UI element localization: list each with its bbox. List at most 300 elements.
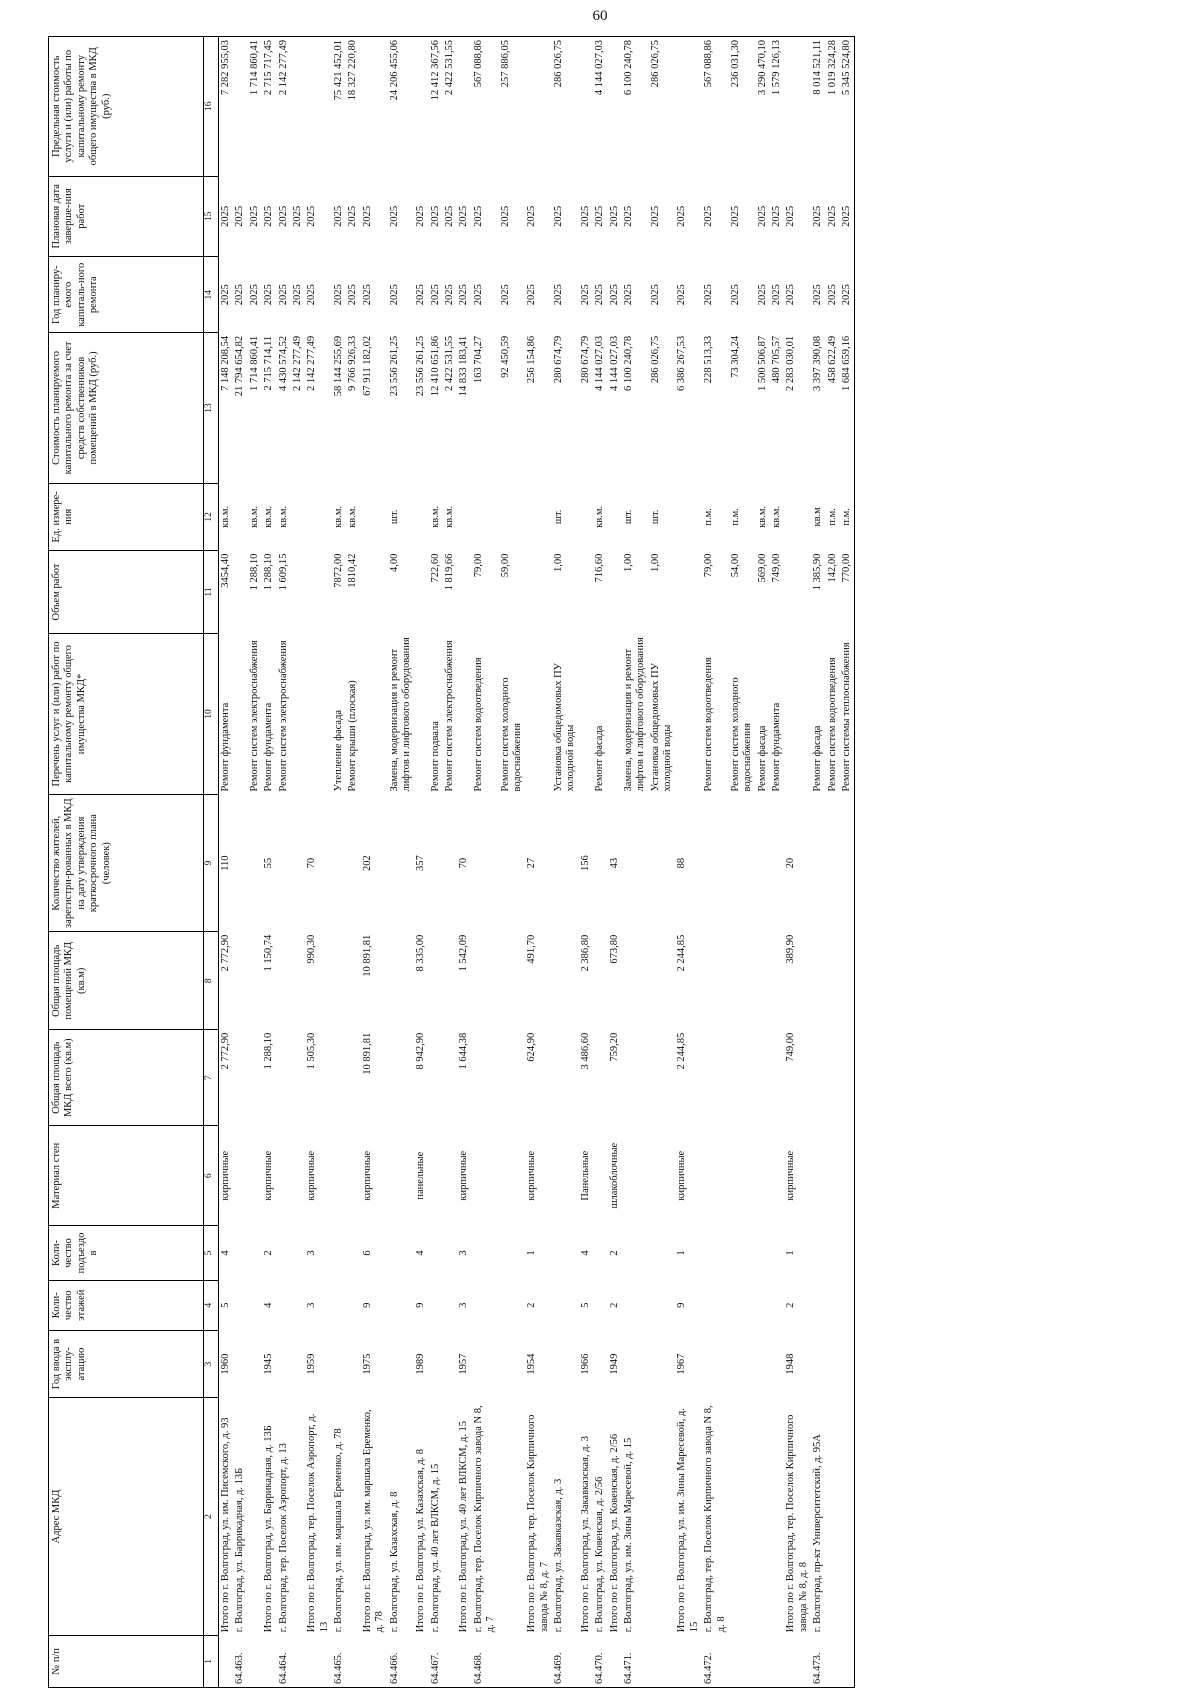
completion-date-cell: 2025 [361,205,373,227]
residents-cell [388,795,415,932]
total-area-cell [826,1030,840,1126]
row-number [579,1635,593,1687]
work-volume-cell: 1,00 [622,553,634,572]
price-limit-cell [457,37,471,177]
work-volume-cell [579,551,593,634]
table-row [443,37,457,1688]
premises-area-cell [291,932,305,1030]
price-limit-cell: 2 142 277,49 [277,37,291,177]
year-built-cell [622,1330,649,1398]
completion-date-cell: 2025 [771,205,782,227]
unit-cell: кв.м [812,507,824,527]
entrances-cell [649,1226,676,1280]
floors-cell: 4 [263,1302,275,1308]
table-row [305,37,332,1688]
row-number [361,1635,388,1687]
wall-material-cell [593,1126,607,1226]
work-volume-cell: 749,00 [771,553,782,583]
unit-cell: кв.м. [429,505,441,528]
unit-cell: шт. [649,509,661,525]
table-row [248,37,262,1688]
year-built-cell [756,1330,770,1398]
repair-year-cell: 2025 [499,284,511,306]
column-number: 8 [204,932,219,1030]
premises-area-cell [702,932,729,1030]
floors-cell: 9 [361,1302,373,1308]
repair-year-cell: 2025 [812,284,824,306]
price-limit-cell: 1 714 860,41 [248,37,262,177]
work-type-cell: Ремонт фасада [756,725,768,792]
work-volume-cell [414,551,428,634]
work-volume-cell: 1,00 [649,553,661,572]
work-type-cell: Ремонт системы теплоснабжения [840,633,855,794]
work-type-cell: Ремонт систем электроснабжения [444,640,455,792]
entrances-cell: 2 [608,1250,620,1256]
unit-cell: кв.м. [756,505,768,528]
wall-material-cell [622,1126,649,1226]
floors-cell: 9 [676,1302,688,1308]
year-built-cell [233,1330,247,1398]
unit-cell: кв.м. [333,505,344,528]
year-built-cell [429,1330,443,1398]
cost-cell: 7 148 208,54 [220,335,231,391]
completion-date-cell: 2025 [676,205,688,227]
total-area-cell [552,1030,579,1126]
table-row [593,37,607,1688]
column-header: № п/п [49,1635,204,1687]
entrances-cell [756,1226,770,1280]
price-limit-cell: 4 144 027,03 [593,37,607,177]
address-cell [826,1398,840,1635]
column-number: 6 [204,1126,219,1226]
address-cell: Итого по г. Волгоград, ул. им. маршала Еременко, д. 78 [361,1409,386,1633]
premises-area-cell [499,932,526,1030]
entrances-cell [277,1226,291,1280]
price-limit-cell [675,37,702,177]
wall-material-cell: Панельные [579,1150,591,1201]
price-limit-cell: 7 282 955,03 [219,37,234,177]
residents-cell [277,795,291,932]
cost-cell: 2 283 030,01 [785,335,797,391]
wall-material-cell [702,1126,729,1226]
completion-date-cell: 2025 [622,205,634,227]
cost-cell: 4 144 027,03 [608,335,620,391]
work-volume-cell: 1 288,10 [248,553,260,591]
table-row [262,37,276,1688]
premises-area-cell: 10 891,81 [361,934,373,977]
row-number: 64.468. [472,1635,499,1687]
cost-cell: 228 513,33 [703,335,715,384]
table-header [49,37,219,1688]
unit-cell [291,483,305,551]
repair-year-cell: 2025 [771,284,782,306]
entrances-cell [443,1226,457,1280]
work-type-cell: Ремонт систем водоотведения [703,657,715,792]
total-area-cell [840,1030,855,1126]
price-limit-cell: 2 422 531,55 [443,37,457,177]
cost-cell: 23 556 261,25 [388,335,400,397]
work-type-cell [233,633,247,794]
wall-material-cell [443,1126,457,1226]
unit-cell [675,483,702,551]
unit-cell: шт. [622,509,634,525]
completion-date-cell: 2025 [812,205,824,227]
premises-area-cell [429,932,443,1030]
row-number [305,1635,332,1687]
completion-date-cell: 2025 [729,205,741,227]
entrances-cell [346,1226,360,1280]
total-area-cell [429,1030,443,1126]
price-limit-cell [233,37,247,177]
work-type-cell: Ремонт систем электроснабжения [277,640,289,792]
floors-cell [332,1280,346,1330]
table-row [649,37,676,1688]
year-built-cell [840,1330,855,1398]
table-row [840,37,855,1688]
completion-date-cell: 2025 [248,205,260,227]
wall-material-cell [332,1126,346,1226]
residents-cell: 110 [220,855,231,871]
year-built-cell: 1966 [579,1353,591,1375]
table-row [675,37,702,1688]
wall-material-cell [429,1126,443,1226]
total-area-cell [770,1030,784,1126]
wall-material-cell [277,1126,291,1226]
column-header: Общая площадь помещений МКД (кв.м) [49,932,204,1030]
entrances-cell [332,1226,346,1280]
floors-cell: 9 [415,1302,427,1308]
work-volume-cell: 79,00 [472,553,484,578]
total-area-cell [332,1030,346,1126]
entrances-cell [248,1226,262,1280]
column-header: Материал стен [49,1126,204,1226]
premises-area-cell [840,932,855,1030]
total-area-cell: 624,90 [526,1032,538,1062]
unit-cell: п.м. [729,508,741,526]
table-row [525,37,552,1688]
residents-cell [233,795,247,932]
premises-area-cell [649,932,676,1030]
year-built-cell [811,1330,825,1398]
repair-year-cell: 2025 [840,257,855,333]
completion-date-cell: 2025 [220,205,231,227]
entrances-cell: 1 [526,1250,538,1256]
total-area-cell [622,1030,649,1126]
premises-area-cell [346,932,360,1030]
cost-cell: 23 556 261,25 [415,335,427,397]
year-built-cell: 1975 [361,1353,373,1375]
total-area-cell [499,1030,526,1126]
completion-date-cell: 2025 [472,205,484,227]
completion-date-cell: 2025 [263,205,275,227]
wall-material-cell: кирпичные [361,1150,373,1201]
year-built-cell [499,1330,526,1398]
address-cell: г. Волгоград, ул. Закавказская, д. 3 [553,1478,564,1633]
column-number: 7 [204,1030,219,1126]
wall-material-cell: панельные [415,1151,427,1200]
wall-material-cell [499,1126,526,1226]
floors-cell [499,1280,526,1330]
column-header: Коли-чество подъездо в [49,1226,204,1280]
price-limit-cell: 567 088,86 [472,37,499,177]
address-cell: Итого по г. Волгоград, ул. Казахская, д. 8 [415,1448,427,1633]
residents-cell: 70 [306,857,318,869]
wall-material-cell [811,1126,825,1226]
residents-cell: 156 [579,855,591,872]
floors-cell: 2 [526,1302,538,1308]
residents-cell [826,795,840,932]
wall-material-cell [729,1126,756,1226]
year-built-cell: 1989 [415,1353,427,1375]
work-volume-cell: 770,00 [840,551,855,634]
table-row [472,37,499,1688]
address-cell [729,1398,756,1635]
completion-date-cell: 2025 [785,205,797,227]
repair-year-cell: 2025 [608,284,620,306]
column-header: Стоимость планируемого капитального ремонта за счет средств собственников помещений в МКД (руб.) [49,333,204,483]
repair-year-cell: 2025 [444,284,455,306]
price-limit-cell: 1 579 126,13 [770,37,784,177]
residents-cell: 43 [608,857,620,869]
wall-material-cell [826,1126,840,1226]
address-cell [291,1398,305,1635]
work-volume-cell [291,551,305,634]
column-number: 3 [204,1330,219,1398]
floors-cell [291,1280,305,1330]
completion-date-cell: 2025 [756,205,768,227]
price-limit-cell: 286 026,75 [649,37,676,177]
completion-date-cell: 2025 [703,205,715,227]
premises-area-cell: 673,80 [608,934,620,964]
floors-cell: 5 [220,1302,231,1308]
entrances-cell: 1 [785,1250,797,1256]
row-number [826,1635,840,1687]
repair-year-cell: 2025 [277,284,289,306]
year-built-cell [552,1330,579,1398]
column-header: Перечень услуг и (или) работ по капитальному ремонту общего имущества МКД* [49,633,204,794]
residents-cell: 88 [676,857,688,869]
cost-cell: 73 304,24 [729,335,741,378]
total-area-cell: 1 288,10 [263,1032,275,1070]
residents-cell [332,795,346,932]
entrances-cell [622,1226,649,1280]
work-type-cell [784,633,811,794]
floors-cell [826,1280,840,1330]
floors-cell [593,1280,607,1330]
floors-cell [248,1280,262,1330]
address-cell: г. Волгоград, ул. Баррикадная, д. 13Б [234,1467,246,1633]
row-number: 64.463. [233,1635,247,1687]
table-row [219,37,234,1688]
floors-cell [552,1280,579,1330]
address-cell: Итого по г. Волгоград, ул. им. Писемского, д. 93 [220,1417,231,1633]
price-limit-cell: 5 345 524,80 [840,37,855,177]
work-type-cell: Ремонт фасада [594,725,606,792]
row-number: 64.473. [811,1635,825,1687]
floors-cell [622,1280,649,1330]
repair-year-cell: 2025 [429,284,441,306]
column-header: Объем работ [49,551,204,634]
address-cell: г. Волгоград, ул. Казахская, д. 8 [388,1491,400,1633]
cost-cell: 58 144 255,69 [333,335,344,397]
unit-cell [579,483,593,551]
work-volume-cell [784,551,811,634]
work-volume-cell [457,551,471,634]
row-number [457,1635,471,1687]
premises-area-cell: 1 150,74 [263,934,275,972]
year-built-cell: 1948 [785,1353,797,1375]
premises-area-cell: 8 335,00 [415,934,427,972]
work-volume-cell: 1810,42 [347,553,359,588]
wall-material-cell [552,1126,579,1226]
address-cell [443,1398,457,1635]
unit-cell [233,483,247,551]
price-limit-cell [608,37,622,177]
cost-cell: 9 766 926,33 [347,335,359,391]
work-volume-cell: 4,00 [388,553,400,572]
entrances-cell [552,1226,579,1280]
row-number [675,1635,702,1687]
year-built-cell [346,1330,360,1398]
table-row [826,37,840,1688]
row-number [499,1635,526,1687]
residents-cell [702,795,729,932]
work-volume-cell: 1 385,90 [812,553,824,591]
floors-cell: 3 [458,1302,470,1308]
price-limit-cell: 18 327 220,80 [346,37,360,177]
row-number: 64.469. [552,1635,579,1687]
floors-cell: 2 [608,1302,620,1308]
unit-cell [457,483,471,551]
rotated-table-container [48,36,1158,1688]
completion-date-cell: 2025 [499,205,511,227]
entrances-cell [429,1226,443,1280]
completion-date-cell: 2025 [579,205,591,227]
total-area-cell [346,1030,360,1126]
year-built-cell: 1959 [306,1353,318,1375]
price-limit-cell [525,37,552,177]
rotated-page-frame [48,36,1158,1688]
entrances-cell: 2 [263,1250,275,1256]
year-built-cell [388,1330,415,1398]
floors-cell [233,1280,247,1330]
entrances-cell [770,1226,784,1280]
unit-cell: п.м. [826,508,838,526]
repair-year-cell: 2025 [703,284,715,306]
floors-cell [429,1280,443,1330]
work-type-cell: Ремонт подвала [429,721,441,792]
price-limit-cell: 257 886,05 [499,37,526,177]
entrances-cell [291,1226,305,1280]
repair-year-cell: 2025 [729,284,741,306]
row-number [525,1635,552,1687]
price-limit-cell [305,37,332,177]
residents-cell: 357 [415,855,427,872]
unit-cell: шт. [553,509,564,525]
repair-year-cell: 2025 [579,284,591,306]
row-number [784,1635,811,1687]
premises-area-cell [332,932,346,1030]
residents-cell [443,795,457,932]
repair-year-cell: 2025 [526,284,538,306]
work-volume-cell: 1 819,66 [444,553,455,591]
year-built-cell: 1954 [526,1353,538,1375]
completion-date-cell: 2025 [234,205,246,227]
table-row [277,37,291,1688]
floors-cell [443,1280,457,1330]
repair-year-cell: 2025 [415,284,427,306]
address-cell [840,1398,855,1635]
price-limit-cell: 24 206 455,06 [388,37,415,177]
address-cell [499,1398,526,1635]
address-cell: Итого по г. Волгоград, ул. 40 лет ВЛКСМ, д. 15 [458,1421,470,1633]
year-built-cell [826,1330,840,1398]
work-type-cell [608,633,622,794]
work-type-cell: Замена, модернизация и ремонт лифтов и лифтового оборудования [622,637,647,792]
entrances-cell [593,1226,607,1280]
total-area-cell: 3 486,60 [579,1032,591,1070]
row-number [840,1635,855,1687]
unit-cell: кв.м. [771,505,782,528]
wall-material-cell [388,1126,415,1226]
repair-year-cell: 2025 [306,284,318,306]
completion-date-cell: 2025 [388,205,400,227]
work-type-cell [457,633,471,794]
entrances-cell: 4 [579,1250,591,1256]
work-volume-cell [525,551,552,634]
repair-year-cell: 2025 [553,284,564,306]
unit-cell [608,483,622,551]
table-row [608,37,622,1688]
cost-cell: 92 450,59 [499,335,511,378]
entrances-cell [472,1226,499,1280]
column-number: 16 [204,37,219,177]
cost-cell: 2 142 277,49 [291,335,303,391]
repair-year-cell: 2025 [220,284,231,306]
cost-cell: 280 674,79 [553,335,564,384]
unit-cell [499,483,526,551]
repair-plan-table [48,36,855,1688]
price-limit-cell: 75 421 452,01 [332,37,346,177]
table-row [332,37,346,1688]
work-type-cell: Ремонт систем холодного водоснабжения [729,677,754,792]
address-cell: Итого по г. Волгоград, тер. Поселок Аэропорт, д. 13 [306,1413,330,1633]
price-limit-cell: 12 412 367,56 [429,37,443,177]
completion-date-cell: 2025 [429,205,441,227]
work-volume-cell: 59,00 [499,553,511,578]
residents-cell [593,795,607,932]
total-area-cell: 2 244,85 [676,1032,688,1070]
repair-year-cell: 2025 [622,284,634,306]
floors-cell: 2 [785,1302,797,1308]
unit-cell: кв.м. [277,505,289,528]
residents-cell [756,795,770,932]
repair-year-cell: 2025 [347,284,359,306]
total-area-cell [291,1030,305,1126]
unit-cell: шт. [388,509,400,525]
completion-date-cell: 2025 [291,205,303,227]
price-limit-cell: 286 026,75 [552,37,579,177]
row-number [729,1635,756,1687]
address-cell [649,1398,676,1635]
column-number: 12 [204,483,219,551]
cost-cell: 6 386 267,53 [676,335,688,391]
premises-area-cell [593,932,607,1030]
table-row [233,37,247,1688]
column-number: 10 [204,633,219,794]
residents-cell [770,795,784,932]
address-cell [346,1398,360,1635]
